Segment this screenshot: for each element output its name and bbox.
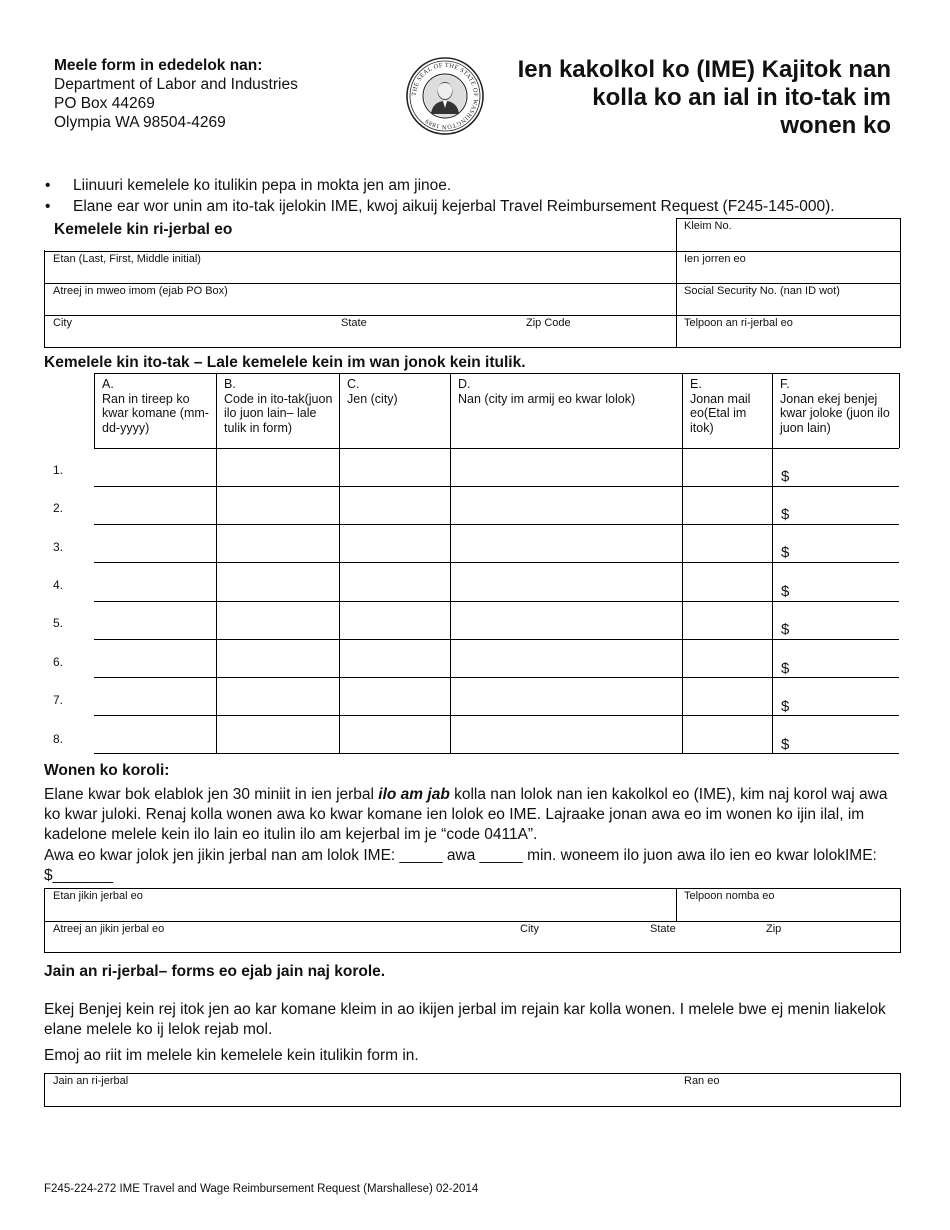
column-header-date: A. Ran in tireep ko kwar komane (mm-dd-yyyy) xyxy=(102,377,209,435)
worker-info-title: Kemelele kin ri-jerbal eo xyxy=(54,221,233,238)
employer-state-field[interactable]: State xyxy=(650,923,676,935)
mail-to-label: Meele form in ededelok nan: xyxy=(54,57,263,74)
signature-box xyxy=(44,1073,901,1107)
birth-date-field[interactable]: Ien jorren eo xyxy=(684,253,746,265)
employer-phone-field[interactable]: Telpoon nomba eo xyxy=(684,890,775,902)
travel-info-title: Kemelele kin ito-tak – Lale kemelele kein im wan jonok kein itulik. xyxy=(44,354,526,371)
signature-certification: Ekej Benjej kein rej itok jen ao kar komane kleim in ao ikijen jerbal im rejain kar kolla wonen. I melele bwe ej menin liakelok elane melele ko ij lelok rejab mol. xyxy=(44,1001,886,1038)
wages-instructions: Elane kwar bok elablok jen 30 miniit in ien jerbal ilo am jab kolla nan lolok nan ien kakolkol eo (IME), kim naj korol waj awa ko kwar juloki. Renaj kolla wonen awa ko kwar komane ien lolok eo IME. Lajraake jonan awa eo im wonen ko ijin ilal, im kadelone melele kein ilo lain eo itulin ilo am kejerbal im je “code 0411A”. xyxy=(44,786,888,843)
signature-acknowledgement: Emoj ao riit im melele kin kemelele kein itulikin form in. xyxy=(44,1047,419,1064)
state-field[interactable]: State xyxy=(341,317,367,329)
worker-name-field[interactable]: Etan (Last, First, Middle initial) xyxy=(53,253,201,265)
ssn-field[interactable]: Social Security No. (nan ID wot) xyxy=(684,285,840,297)
column-header-expense: F. Jonan ekej benjej kwar joloke (juon ilo juon lain) xyxy=(780,377,890,435)
home-address-field[interactable]: Atreej in mweo imom (ejab PO Box) xyxy=(53,285,228,297)
signature-date-field[interactable]: Ran eo xyxy=(684,1075,720,1087)
zip-field[interactable]: Zip Code xyxy=(526,317,571,329)
signature-field[interactable]: Jain an ri-jerbal xyxy=(53,1075,129,1087)
employer-city-field[interactable]: City xyxy=(520,923,539,935)
column-header-to: D. Nan (city im armij eo kwar lolok) xyxy=(458,377,636,406)
seal-text: THE SEAL OF THE STATE OF WASHINGTON 1889 xyxy=(410,61,480,131)
worker-phone-field[interactable]: Telpoon an ri-jerbal eo xyxy=(684,317,793,329)
column-header-code: B. Code in ito-tak(juon ilo juon lain– lale tulik in form) xyxy=(224,377,333,435)
employer-info-section xyxy=(44,888,901,953)
travel-table: A. Ran in tireep ko kwar komane (mm-dd-yyyy) B. Code in ito-tak(juon ilo juon lain– lale tulik in form) C. Jen (city) D. Nan (city im armij eo kwar lolok) E. Jonan mail eo(Etal im itok) F. Jonan ekej benjej kwar joloke (juon ilo juon lain) 1. $ 2. $ 3. $ 4. $ 5. $ 6. $ 7. $ 8. $ xyxy=(44,373,901,755)
employer-zip-field[interactable]: Zip xyxy=(766,923,782,935)
worker-info-section xyxy=(44,218,901,348)
column-header-miles: E. Jonan mail eo(Etal im itok) xyxy=(690,377,751,435)
employer-name-field[interactable]: Etan jikin jerbal eo xyxy=(53,890,143,902)
city-field[interactable]: City xyxy=(53,317,72,329)
address-line: Olympia WA 98504-4269 xyxy=(54,114,226,131)
employer-address-field[interactable]: Atreej an jikin jerbal eo xyxy=(53,923,165,935)
claim-number-field[interactable]: Kleim No. xyxy=(684,220,732,232)
wages-hours-line[interactable]: Awa eo kwar jolok jen jikin jerbal nan am lolok IME: _____ awa _____ min. woneem ilo juon awa ilo ien eo kwar lolokIME: $_______ xyxy=(44,847,877,884)
wages-title: Wonen ko koroli: xyxy=(44,762,170,779)
state-seal-icon xyxy=(405,56,485,136)
signature-title: Jain an ri-jerbal– forms eo ejab jain naj korole. xyxy=(44,963,386,980)
column-header-from: C. Jen (city) xyxy=(347,377,398,406)
instructions-list xyxy=(44,175,924,217)
address-line: Department of Labor and Industries xyxy=(54,76,298,93)
instruction-item: • Elane ear wor unin am ito-tak ijelokin IME, kwoj aikuij kejerbal Travel Reimbursement Request (F245-145-000). xyxy=(44,196,924,217)
form-footer: F245-224-272 IME Travel and Wage Reimbursement Request (Marshallese) 02-2014 xyxy=(44,1183,479,1195)
address-line: PO Box 44269 xyxy=(54,95,155,112)
mail-to-address xyxy=(54,56,354,132)
instruction-item: • Liinuuri kemelele ko itulikin pepa in mokta jen am jinoe. xyxy=(44,175,924,196)
page-title: Ien kakolkol ko (IME) Kajitok nan kolla ko an ial in ito-tak im wonen ko xyxy=(517,56,891,139)
